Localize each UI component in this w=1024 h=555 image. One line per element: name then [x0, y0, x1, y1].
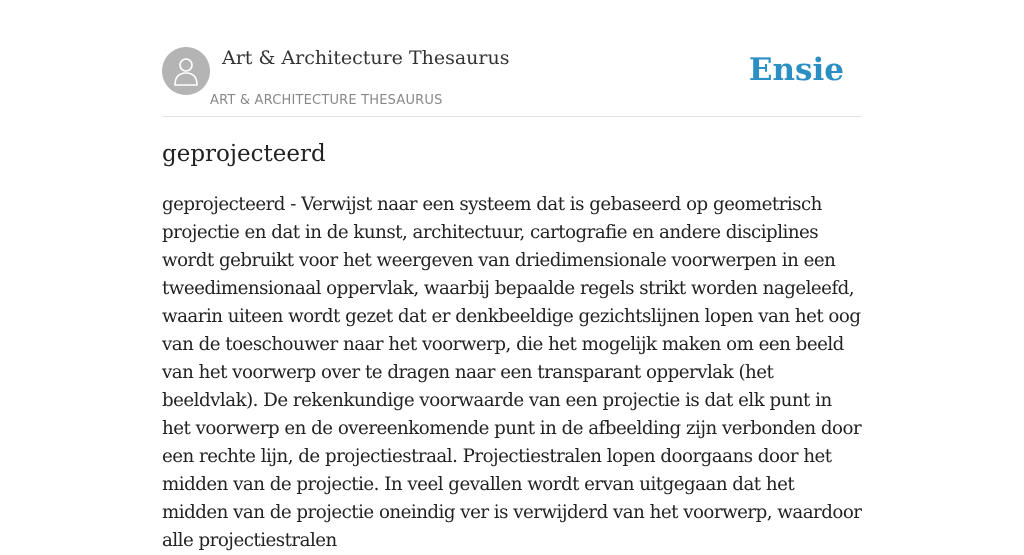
- avatar[interactable]: [162, 47, 210, 95]
- definition-text: geprojecteerd - Verwijst naar een systeem dat is gebaseerd op geometrisch projectie en dat in de kunst, architectuur, cartografie en andere disciplines wordt gebruikt voor het weergeven van driedimensionale voorwerpen in een tweedimensionaal oppervlak, waarbij bepaalde regels strikt worden nageleefd, waarin uiteen wordt gezet dat er denkbeeldige gezichtslijnen lopen van het oog van de toeschouwer naar het voorwerp, die het mogelijk maken om een beeld van het voorwerp over te dragen naar een transparant oppervlak (het beeldvlak). De rekenkundige voorwaarde van een projectie is dat elk punt in het voorwerp en de overeenkomende punt in de afbeelding zijn verbonden door een rechte lijn, de projectiestraal. Projectiestralen lopen doorgaans door het midden van de projectie. In veel gevallen wordt ervan uitgegaan dat het midden van de projectie oneindig ver is verwijderd van het voorwerp, waardoor alle projectiestralen: [162, 194, 862, 551]
- source-subtitle[interactable]: ART & ARCHITECTURE THESAURUS: [210, 93, 443, 108]
- source-header: [162, 47, 862, 117]
- user-avatar-icon: [172, 56, 200, 86]
- page-title: geprojecteerd: [162, 141, 326, 167]
- entry-content: [162, 138, 864, 555]
- brand-logo[interactable]: Ensie: [748, 52, 844, 88]
- source-title[interactable]: Art & Architecture Thesaurus: [222, 47, 510, 69]
